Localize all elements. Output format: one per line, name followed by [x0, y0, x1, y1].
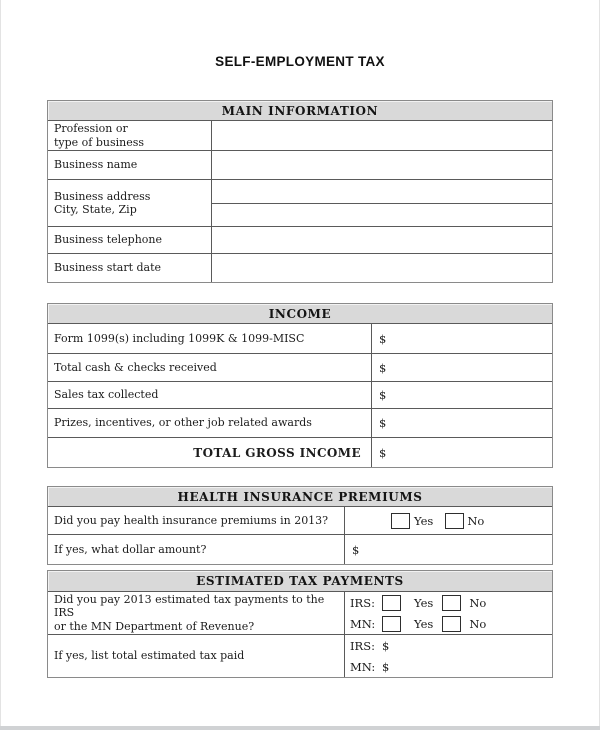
total-gross-income-amount-cell[interactable] [371, 438, 552, 467]
estimated-tax-question-label: Did you pay 2013 estimated tax payments to the IRS or the MN Department of Revenue? [54, 592, 325, 633]
irs-estimated-no-checkbox[interactable] [442, 595, 461, 611]
table-row [48, 324, 552, 354]
address-line2-input-cell[interactable] [212, 204, 552, 227]
irs-estimated-amount-cell[interactable]: $ [382, 638, 390, 653]
table-row [48, 592, 552, 635]
dollar-sign: $ [379, 360, 387, 375]
irs-label: IRS: [350, 638, 375, 653]
mn-label: MN: [350, 616, 376, 631]
business-telephone-input-cell[interactable] [211, 227, 552, 253]
mn-label: MN: [350, 659, 376, 674]
irs-estimated-yes-checkbox[interactable] [382, 595, 401, 611]
profession-input-cell[interactable] [211, 121, 552, 150]
irs-label: IRS: [350, 595, 375, 610]
mn-amount-line [345, 656, 552, 677]
total-gross-income-label: TOTAL GROSS INCOME [193, 445, 361, 460]
dollar-sign: $ [352, 542, 360, 557]
mn-estimated-yes-checkbox[interactable] [382, 616, 401, 632]
profession-label: Profession or type of business [54, 122, 145, 149]
page-left-edge [0, 0, 1, 730]
estimated-tax-paid-label: If yes, list total estimated tax paid [54, 649, 245, 663]
health-insurance-table [47, 486, 553, 565]
estimated-tax-header: ESTIMATED TAX PAYMENTS [48, 571, 552, 592]
income-header: INCOME [48, 304, 552, 324]
no-label: No [469, 595, 487, 610]
income-table [47, 303, 553, 468]
health-premiums-amount-cell[interactable] [344, 535, 552, 564]
health-premiums-amount-label: If yes, what dollar amount? [54, 542, 207, 556]
total-cash-checks-amount-cell[interactable] [371, 354, 552, 381]
table-row [48, 227, 552, 254]
address-line1-input-cell[interactable] [212, 180, 552, 204]
health-insurance-header: HEALTH INSURANCE PREMIUMS [48, 487, 552, 507]
dollar-sign: $ [379, 388, 387, 402]
dollar-sign: $ [379, 445, 387, 460]
yes-label: Yes [414, 595, 434, 610]
business-telephone-label: Business telephone [54, 233, 163, 247]
health-premiums-no-checkbox[interactable] [445, 513, 464, 529]
form-1099-label: Form 1099(s) including 1099K & 1099-MISC [54, 331, 305, 345]
table-row [48, 535, 552, 564]
prizes-incentives-amount-cell[interactable] [371, 409, 552, 437]
table-row [48, 409, 552, 438]
health-premiums-yes-checkbox[interactable] [391, 513, 410, 529]
total-cash-checks-label: Total cash & checks received [54, 360, 217, 374]
mn-checkbox-line [345, 613, 552, 634]
business-start-date-input-cell[interactable] [211, 254, 552, 282]
business-address-label: Business address City, State, Zip [54, 189, 151, 216]
prizes-incentives-label: Prizes, incentives, or other job related awards [54, 416, 312, 430]
table-row [48, 635, 552, 677]
business-name-label: Business name [54, 158, 138, 172]
dollar-sign: $ [379, 416, 387, 430]
estimated-tax-table [47, 570, 553, 678]
health-premiums-question-label: Did you pay health insurance premiums in 2013? [54, 513, 329, 527]
table-row [48, 382, 552, 409]
page-bottom-edge [0, 726, 600, 730]
table-row [48, 354, 552, 382]
table-row [48, 438, 552, 467]
main-information-header: MAIN INFORMATION [48, 101, 552, 121]
table-row [48, 507, 552, 535]
table-row [48, 151, 552, 180]
table-row [48, 254, 552, 282]
mn-estimated-no-checkbox[interactable] [442, 616, 461, 632]
table-row [48, 180, 552, 227]
table-row [48, 121, 552, 151]
page-title: SELF-EMPLOYMENT TAX [215, 54, 385, 69]
yes-label: Yes [414, 513, 434, 528]
form-1099-amount-cell[interactable] [371, 324, 552, 353]
main-information-table [47, 100, 553, 283]
irs-amount-line [345, 635, 552, 656]
yes-label: Yes [414, 616, 434, 631]
business-name-input-cell[interactable] [211, 151, 552, 179]
sales-tax-label: Sales tax collected [54, 388, 159, 402]
business-start-date-label: Business start date [54, 261, 162, 275]
no-label: No [467, 513, 485, 528]
dollar-sign: $ [379, 331, 387, 346]
mn-estimated-amount-cell[interactable]: $ [382, 659, 390, 674]
no-label: No [469, 616, 487, 631]
sales-tax-amount-cell[interactable] [371, 382, 552, 408]
irs-checkbox-line [345, 592, 552, 613]
